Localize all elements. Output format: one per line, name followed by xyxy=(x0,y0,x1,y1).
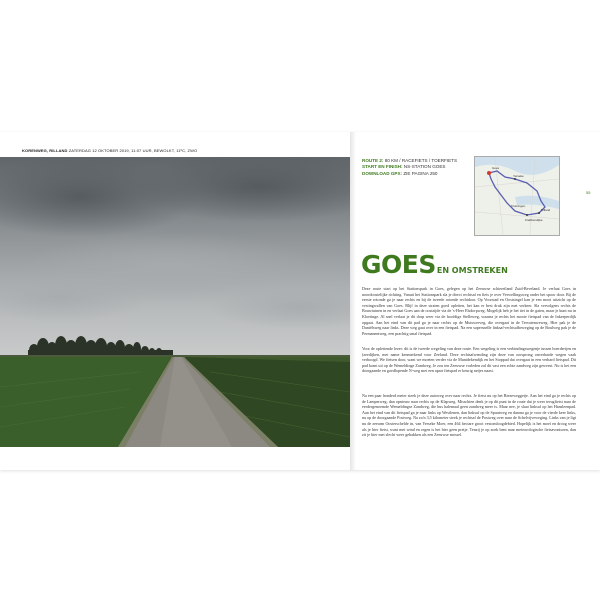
map-label: Yerseke xyxy=(513,174,524,178)
map-label: Krabbendijke xyxy=(525,218,543,222)
page-number: 55 xyxy=(586,190,591,195)
landscape-photo-image xyxy=(0,157,350,447)
body-paragraph: Deze route start op het Stationspark in Goes, gelegen op het Zeeuwse schiereiland Zuid-Beveland. Je verlaat Goes in noordoostelijke richting. Vanuit het Stationspark sla je direct rechtsaf en fiets je over Verwellingsweg onder het spoor door. Bij de eerste rotonde ga je naar rechts en bij de tweede rotonde rechtdoor. Op Voorstad en Oostsingel kan je een mooi uitzicht op de vestingwallen van Goes. Blijf in deze straten goed opletten, het kan er best druk zijn met verkeer. Sla vervolgens rechts de Bouwtuinen in en verlaat Goes aan de oostzijde via de 's-Heer Elsdorpweg. Mogelijk heb je het tiet in de gaten, maar je kunt nu in Kloetinge. Al snel verlaat je dit dorp weer via de hoofdige Stelleweg, waarna je rechts het mooie fietspad van de Inkeeperdijk opgaat. Aan het eind van dit pad ga je naar rechts op de Muiswerveg, die overgaat in de Tervatenweweg. Hier pak je de Daniëlsweg naar links. Deze weg gaat over in een fietspad. Na een supersnelle linksaf-rechtsafbeweging op de Boulweg pak je de Permanentweg, een prachtig smal fietspad. xyxy=(362,286,576,336)
route-info-value: ZIE PAGINA 250 xyxy=(402,170,438,176)
route-info-key: DOWNLOAD GPX: xyxy=(362,170,403,176)
landscape-photo xyxy=(0,157,350,447)
body-paragraph: Na een paar honderd meter steek je deze autoweg over naar rechts. Je fietst nu op het Biezeweggetje. Aan het eind ga je rechts op de Lamperweg, dan opnieuw naar rechts op de Klapweg. Misschien denk je op dit punt in de route dat je weer terugfietst naar de eerdergenoemde Wemeldingse Zandweg, die bus halemaal geen zandweg meer is. Maar nee, je slaat linksaf op het Hansleenpad. Aan het eind van dit fietspad ga je naar links op Westlenen, dan linksaf op de Spuutweg en daarna ga je voor de vierde keer links, nu op de doorgaande Postweg. Na zo'n 3,5 kilometer steek je rechtsaf de Postweg over naar de Schelvijveweging. Links van je ligt nu de zeearm Oosterschelde in, van Yerseke Moer, een 464 hectare groot vestomloogdebied. Hopelijk is het moeì en droog weer als je hier fietst, want met wind en regen is het hier geen pretje. Tenzij je op zoek bent naar meteorologische fietsavonturen, dan zit je hier met slecht weer gebakken als een Zeeuwse mossel. xyxy=(362,393,576,438)
map-label: Kruiningen xyxy=(511,204,526,208)
route-info-key: ROUTE 2: xyxy=(362,158,384,163)
body-paragraph: Voor de oplettende lezer: dit is de tweede wegeling van deze route. Een wegeling is een verbindingswegenje tussen boerderijen en (zeedijken, met name kenmerkend voor Zeeland. Deze rechtsafwending zijn deze van oorsprong onverharde wegen vaak verhoogd. We fietsen door, want we moeten verder via de Muntdekendijk en het Stoppad dat overgaat in een verhard fietspad. Dit pad komt uit op de Wemeldinge Zandweg. Je zou ten Zeeuwse vorleden zal dit vast een echte zandweg zijn geweest. Nu is het een doorgaande en goedlopende N-weg met een apart fietspad er keurig netjes naast. xyxy=(362,346,576,374)
route-info-value: 80 KM / RACEFIETS / TOERFIETS xyxy=(383,158,458,163)
caption-location: KORENWEG, RILLAND xyxy=(22,148,68,153)
route-info-row xyxy=(362,171,457,177)
route-info-key: START EN FINISH: xyxy=(362,164,403,170)
route-map-graphic xyxy=(475,157,559,235)
start-marker-icon xyxy=(487,171,491,175)
route-info xyxy=(362,158,457,177)
book-spine-shadow xyxy=(350,132,356,470)
chapter-subtitle: EN OMSTREKEN xyxy=(436,266,508,275)
photo-caption xyxy=(22,148,197,153)
route-info-value: NS-STATION GOES xyxy=(402,164,446,170)
chapter-heading xyxy=(361,250,508,279)
chapter-title: GOES xyxy=(361,250,436,279)
route-map xyxy=(474,156,560,236)
map-label: Goes xyxy=(492,166,500,170)
caption-details: ZATERDAG 12 OKTOBER 2019, 11:07 UUR, BEWOLKT, 11ºC, ZWO xyxy=(67,148,198,153)
map-label: Rilland xyxy=(541,208,551,212)
